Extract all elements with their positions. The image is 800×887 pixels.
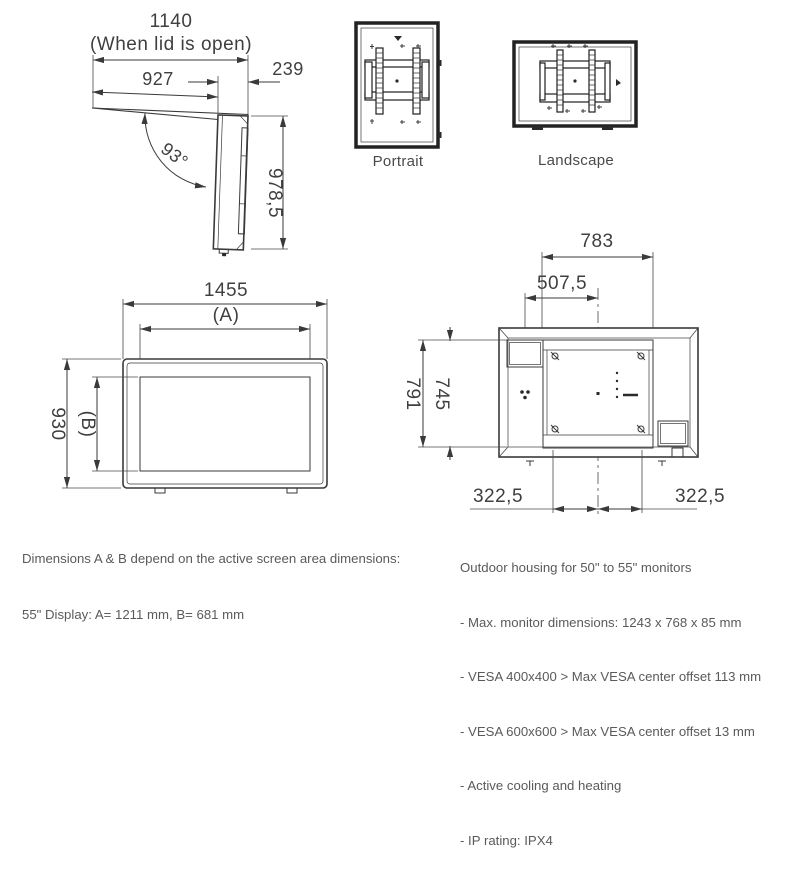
dim-anchor-left-label: 322,5: [473, 486, 523, 507]
dim-line-927: [92, 92, 218, 97]
dim-lid-length-label: 927: [142, 69, 174, 89]
notes-right-item: - Active cooling and heating: [460, 777, 761, 795]
back-view-drawing: [395, 228, 735, 523]
dim-total-width-label: 1140: [150, 11, 193, 32]
notes-right-item: - IP rating: IPX4: [460, 832, 761, 850]
housing-body-side: [213, 115, 248, 257]
portrait-caption: Portrait: [373, 153, 424, 170]
vesa-rail-left: [557, 50, 563, 112]
vesa-rail-right: [589, 50, 595, 112]
dim-angle-label: 93°: [157, 138, 192, 171]
side-view-lid-open-drawing: [28, 3, 338, 260]
dim-active-width-label: (A): [213, 305, 240, 326]
section-mark-left: [526, 461, 534, 466]
panel-center-mark: [597, 392, 600, 395]
dim-height-label: 930: [47, 407, 68, 440]
front-view-drawing: [28, 278, 338, 515]
housing-front-outer: [123, 359, 327, 488]
dim-outer-height-label: 791: [402, 377, 423, 410]
notes-left-block: [22, 513, 400, 661]
notes-right-item: - VESA 600x600 > Max VESA center offset 13 mm: [460, 723, 761, 741]
dim-total-note-label: (When lid is open): [90, 34, 252, 55]
notes-right-block: [460, 522, 761, 887]
dim-anchor-right-label: 322,5: [675, 486, 725, 507]
dim-vesa-offset-label: 507,5: [537, 273, 587, 294]
dim-width-label: 1455: [204, 280, 248, 301]
notes-right-item: - Max. monitor dimensions: 1243 x 768 x 85 mm: [460, 614, 761, 632]
portrait-orientation-figure: [350, 14, 455, 176]
dim-depth-label: 239: [272, 59, 304, 79]
landscape-orientation-figure: [505, 36, 655, 173]
landscape-caption: Landscape: [538, 152, 614, 169]
section-mark-right: [658, 461, 666, 466]
dim-active-height-label: (B): [77, 411, 98, 438]
vesa-rail-left: [376, 48, 383, 114]
notes-left-line1: Dimensions A & B depend on the active screen area dimensions:: [22, 550, 400, 569]
dim-inner-height-label: 745: [431, 377, 452, 410]
notes-right-item: - VESA 400x400 > Max VESA center offset 113 mm: [460, 668, 761, 686]
notes-right-title: Outdoor housing for 50" to 55" monitors: [460, 559, 761, 577]
dim-panel-width-label: 783: [580, 231, 613, 252]
notes-left-line2: 55" Display: A= 1211 mm, B= 681 mm: [22, 606, 400, 625]
dim-height-label: 978,5: [264, 168, 285, 218]
vesa-rail-right: [413, 48, 420, 114]
